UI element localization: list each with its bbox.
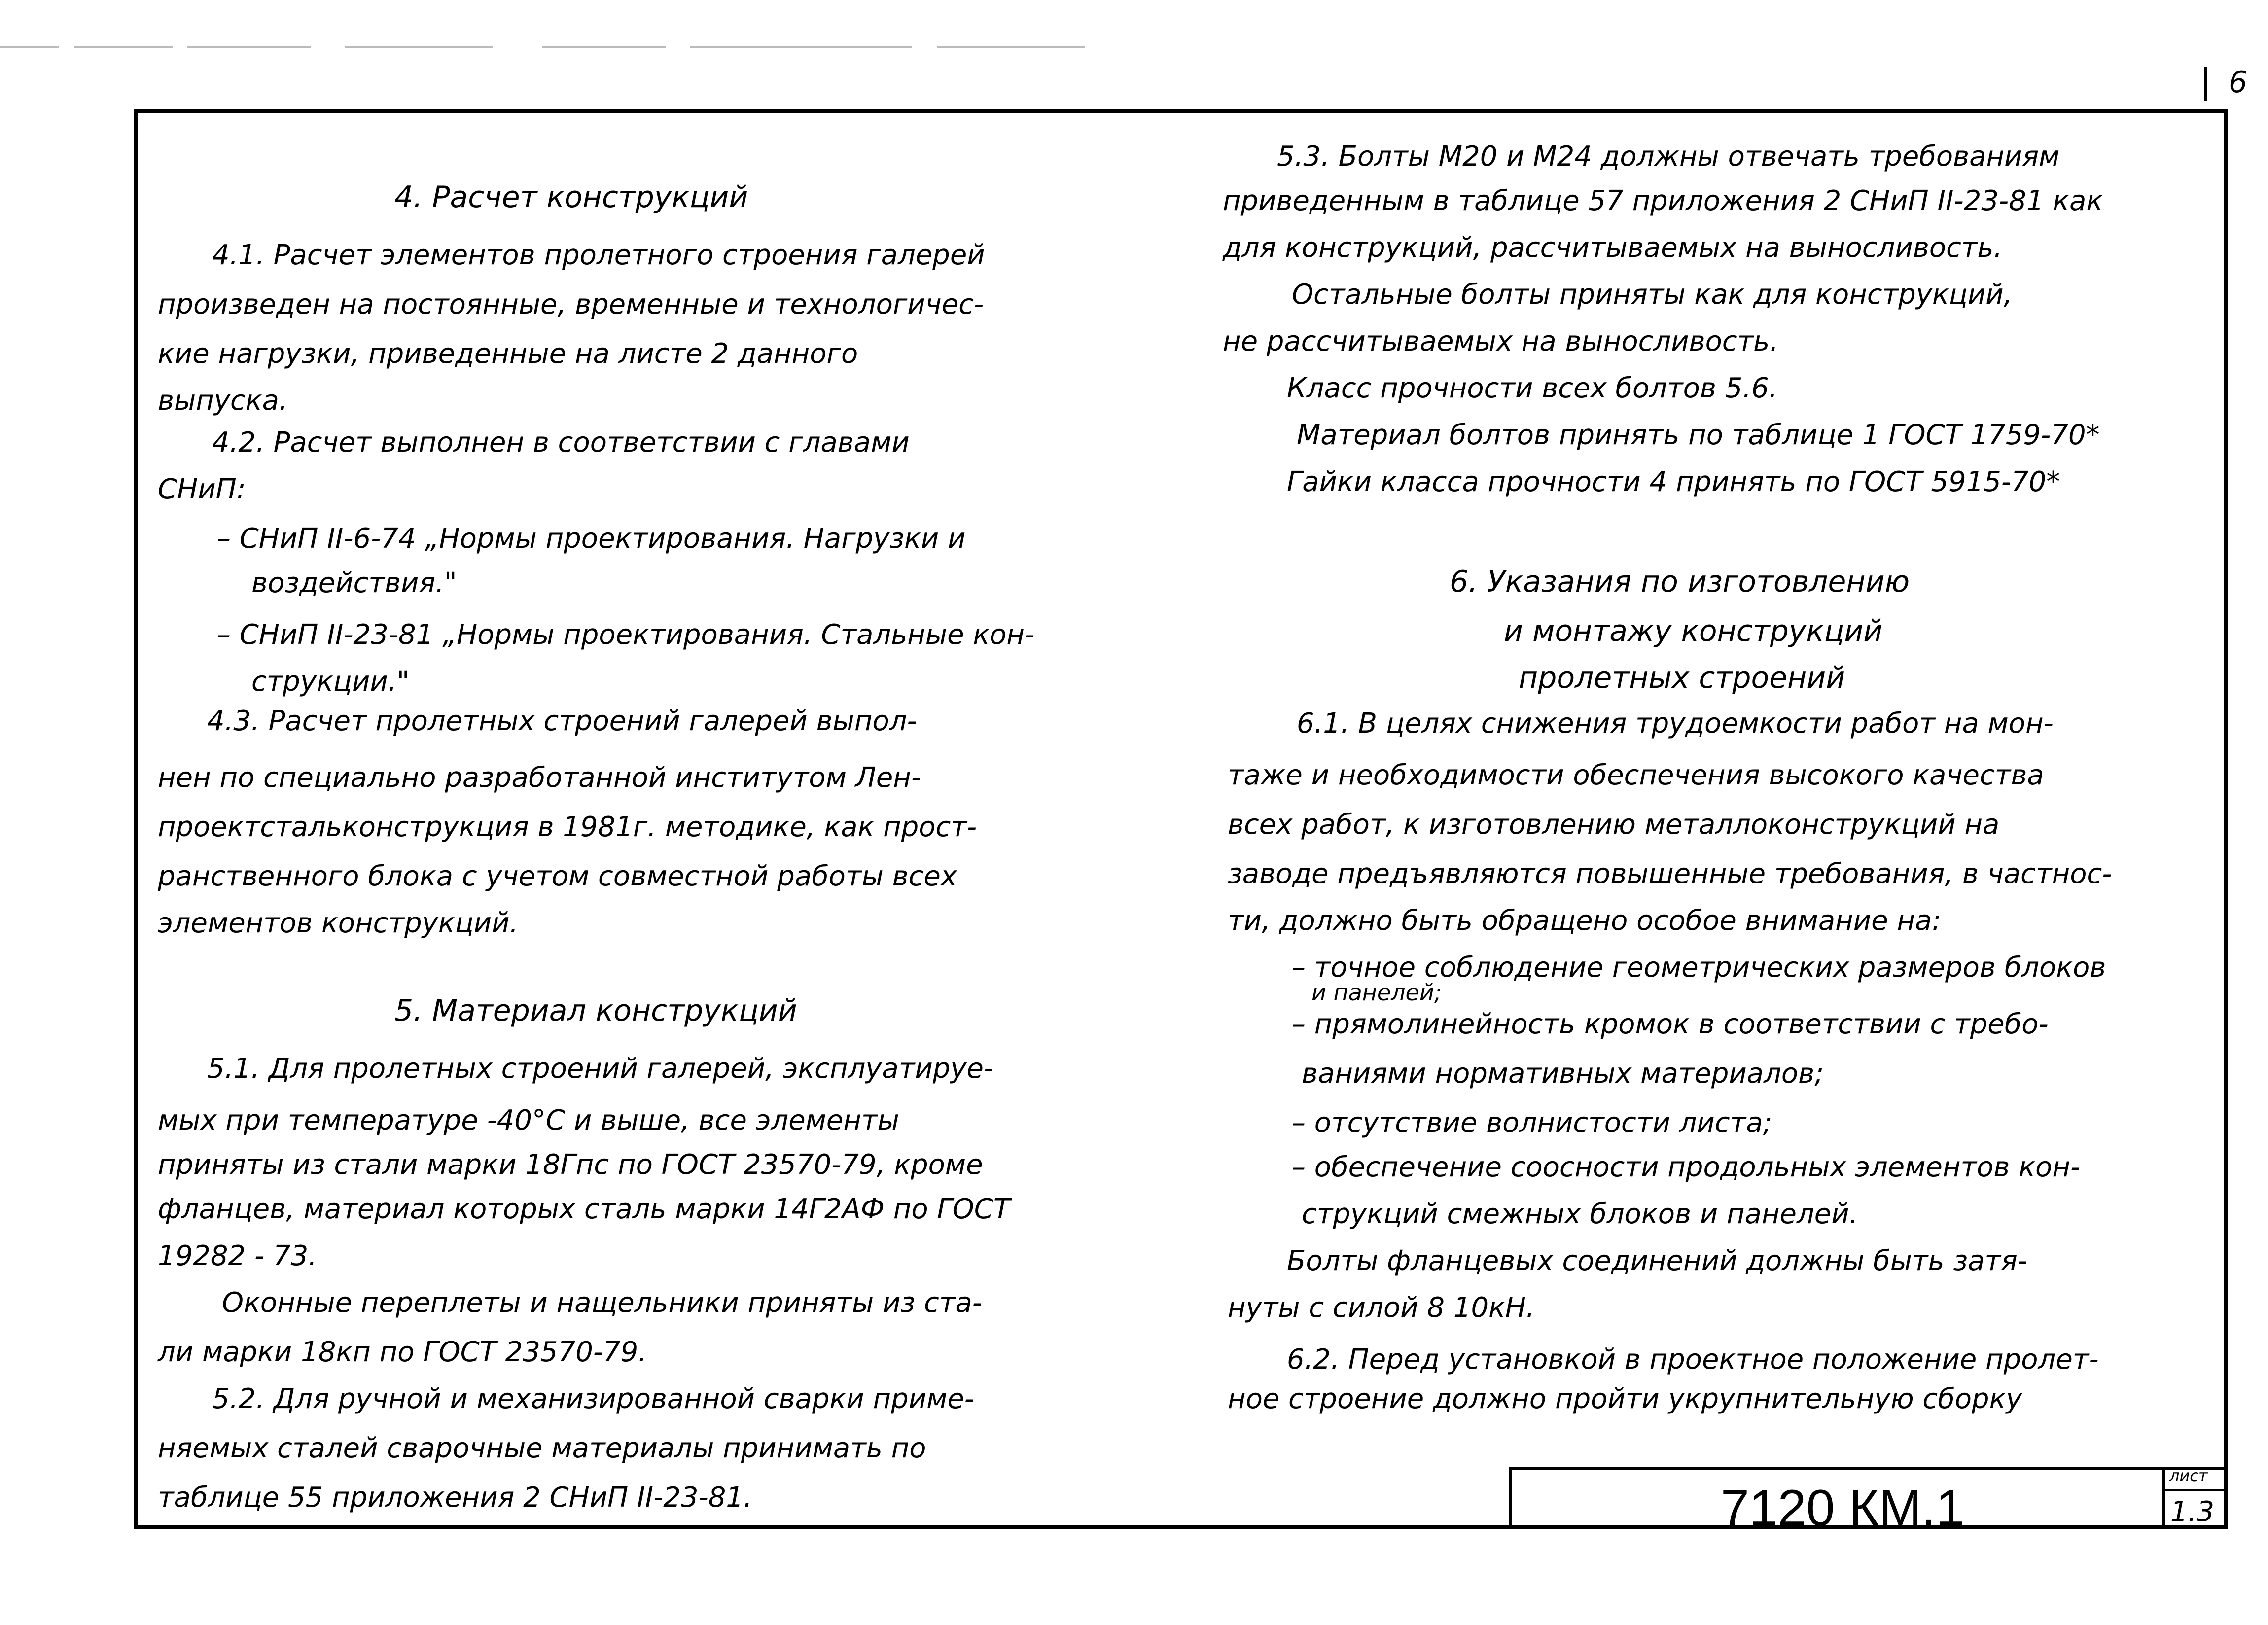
text-line: элементов конструкций.: [158, 907, 519, 939]
text-line: 4.1. Расчет элементов пролетного строения галерей: [212, 239, 985, 271]
section-5-title: 5. Материал конструкций: [394, 993, 797, 1028]
text-line: – прямолинейность кромок в соответствии с требо-: [1292, 1008, 2049, 1040]
scan-mark: [937, 46, 1085, 48]
text-line: ваниями нормативных материалов;: [1302, 1058, 1824, 1090]
scan-mark: [0, 46, 59, 48]
text-line: таже и необходимости обеспечения высокого качества: [1228, 759, 2044, 791]
text-line: 5.2. Для ручной и механизированной сварки приме-: [212, 1383, 975, 1415]
text-line: няемых сталей сварочные материалы принимать по: [158, 1432, 926, 1464]
text-line: проектстальконструкция в 1981г. методике, как прост-: [158, 811, 977, 843]
drawing-code: 7120 КМ.1: [1721, 1480, 1965, 1537]
text-line: 5.3. Болты М20 и М24 должны отвечать требованиям: [1277, 141, 2060, 173]
scan-mark: [690, 46, 912, 48]
page-number-bar: [2204, 67, 2207, 101]
text-line: ти, должно быть обращено особое внимание на:: [1228, 905, 1942, 937]
text-line: для конструкций, рассчитываемых на выносливость.: [1223, 232, 2003, 264]
text-line: всех работ, к изготовлению металлоконструкций на: [1228, 809, 2000, 841]
section-6-title-line2: и монтажу конструкций: [1504, 614, 1883, 648]
text-line: 6.1. В целях снижения трудоемкости работ на мон-: [1297, 707, 2054, 740]
text-line: Гайки класса прочности 4 принять по ГОСТ 5915-70*: [1287, 466, 2060, 498]
text-line: – отсутствие волнистости листа;: [1292, 1107, 1772, 1139]
text-line: нуты с силой 8 10кН.: [1228, 1292, 1535, 1324]
text-line: 6.2. Перед установкой в проектное положение пролет-: [1287, 1343, 2099, 1376]
text-line: – точное соблюдение геометрических размеров блоков: [1292, 952, 2106, 984]
scan-mark: [542, 46, 666, 48]
text-line: 4.2. Расчет выполнен в соответствии с главами: [212, 426, 910, 459]
scan-mark: [345, 46, 493, 48]
text-line: и панелей;: [1311, 979, 1442, 1006]
text-line: Болты фланцевых соединений должны быть затя-: [1287, 1245, 2027, 1277]
text-line: 5.1. Для пролетных строений галерей, эксплуатируе-: [207, 1053, 994, 1085]
sheet-cell-divider: [2164, 1489, 2226, 1491]
text-line: ли марки 18кп по ГОСТ 23570-79.: [158, 1336, 647, 1368]
text-line: не рассчитываемых на выносливость.: [1223, 325, 1779, 357]
scan-mark: [187, 46, 311, 48]
text-line: – СНиП II-6-74 „Нормы проектирования. Нагрузки и: [217, 523, 966, 555]
text-line: воздействия.": [251, 567, 457, 599]
sheet-number: 1.3: [2170, 1496, 2215, 1528]
text-line: таблице 55 приложения 2 СНиП II-23-81.: [158, 1482, 752, 1514]
sheet-label: лист: [2169, 1466, 2208, 1485]
scan-mark: [74, 46, 173, 48]
text-line: выпуска.: [158, 385, 288, 417]
text-line: приведенным в таблице 57 приложения 2 СНиП II-23-81 как: [1223, 185, 2103, 217]
text-line: ранственного блока с учетом совместной работы всех: [158, 860, 957, 892]
section-6-title-line1: 6. Указания по изготовлению: [1450, 565, 1910, 599]
text-line: произведен на постоянные, временные и технологичес-: [158, 288, 984, 320]
text-line: кие нагрузки, приведенные на листе 2 данного: [158, 338, 858, 370]
text-line: струкции.": [251, 666, 410, 698]
text-line: приняты из стали марки 18Гпс по ГОСТ 23570-79, кроме: [158, 1149, 983, 1181]
text-line: ное строение должно пройти укрупнительную сборку: [1228, 1383, 2022, 1415]
text-line: заводе предъявляются повышенные требования, в частнос-: [1228, 858, 2112, 890]
page-number: 6: [2229, 65, 2248, 100]
text-line: Остальные болты приняты как для конструкций,: [1292, 279, 2013, 311]
text-line: Материал болтов принять по таблице 1 ГОСТ 1759-70*: [1297, 419, 2100, 451]
text-line: фланцев, материал которых сталь марки 14Г2АФ по ГОСТ: [158, 1193, 1011, 1225]
section-4-title: 4. Расчет конструкций: [394, 180, 748, 214]
text-line: – обеспечение соосности продольных элементов кон-: [1292, 1151, 2081, 1183]
section-6-title-line3: пролетных строений: [1519, 661, 1845, 695]
text-line: 19282 - 73.: [158, 1240, 318, 1272]
text-line: струкций смежных блоков и панелей.: [1302, 1198, 1858, 1230]
text-line: Класс прочности всех болтов 5.6.: [1287, 372, 1778, 404]
text-line: мых при температуре -40°С и выше, все элементы: [158, 1104, 899, 1136]
text-line: Оконные переплеты и нащельники приняты из ста-: [222, 1287, 982, 1319]
text-line: СНиП:: [158, 473, 246, 505]
text-line: нен по специально разработанной институтом Лен-: [158, 762, 921, 794]
text-line: 4.3. Расчет пролетных строений галерей выпол-: [207, 705, 917, 737]
text-line: – СНиП II-23-81 „Нормы проектирования. Стальные кон-: [217, 619, 1035, 651]
